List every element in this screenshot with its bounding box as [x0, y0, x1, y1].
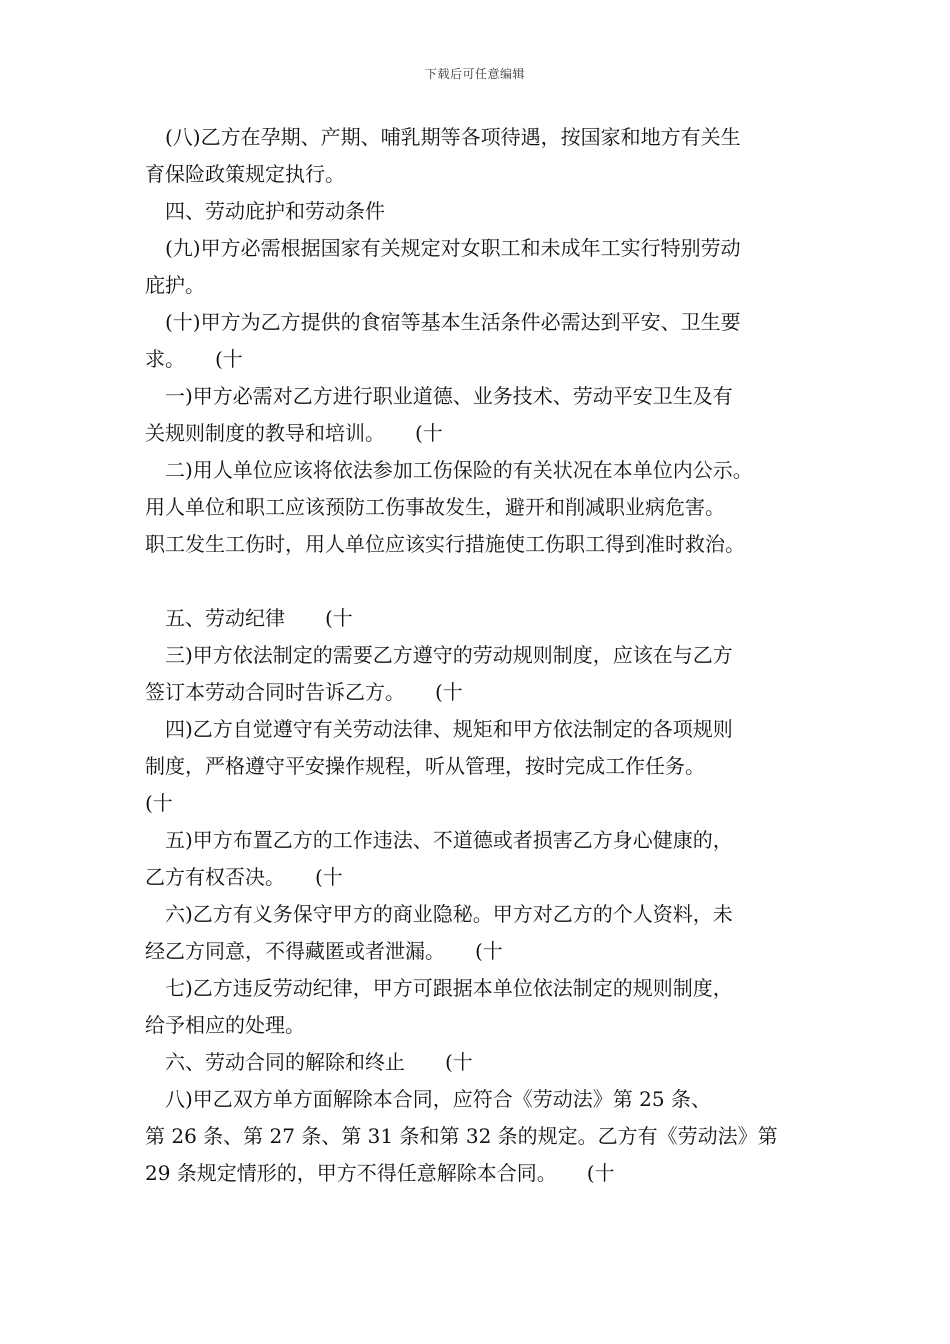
- paragraph-line: 庇护。: [145, 273, 205, 297]
- paragraph-line: 给予相应的处理。: [145, 1013, 305, 1037]
- paragraph-line: 第 26 条、第 27 条、第 31 条和第 32 条的规定。乙方有《劳动法》第: [145, 1124, 778, 1148]
- paragraph-line: (八)乙方在孕期、产期、哺乳期等各项待遇，按国家和地方有关生: [165, 125, 741, 149]
- paragraph-line: 求。 (十: [145, 347, 243, 371]
- paragraph-line: 29 条规定情形的，甲方不得任意解除本合同。 (十: [145, 1161, 615, 1185]
- section-heading: 四、劳动庇护和劳动条件: [165, 199, 385, 223]
- paragraph-line: 育保险政策规定执行。: [145, 162, 345, 186]
- paragraph-line: 二)用人单位应该将依法参加工伤保险的有关状况在本单位内公示。: [165, 458, 753, 482]
- section-heading: 五、劳动纪律 (十: [165, 606, 353, 630]
- paragraph-line: 三)甲方依法制定的需要乙方遵守的劳动规则制度，应该在与乙方: [165, 643, 733, 667]
- paragraph-line: 乙方有权否决。 (十: [145, 865, 343, 889]
- paragraph-line: 六)乙方有义务保守甲方的商业隐秘。甲方对乙方的个人资料，未: [165, 902, 733, 926]
- paragraph-line: 关规则制度的教导和培训。 (十: [145, 421, 443, 445]
- paragraph-line: 制度，严格遵守平安操作规程，听从管理，按时完成工作任务。: [145, 754, 705, 778]
- paragraph-line: 七)乙方违反劳动纪律，甲方可跟据本单位依法制定的规则制度，: [165, 976, 733, 1000]
- paragraph-line: 经乙方同意，不得藏匿或者泄漏。 (十: [145, 939, 503, 963]
- section-heading: 六、劳动合同的解除和终止 (十: [165, 1050, 473, 1074]
- paragraph-line: 五)甲方布置乙方的工作违法、不道德或者损害乙方身心健康的，: [165, 828, 733, 852]
- paragraph-line: (十)甲方为乙方提供的食宿等基本生活条件必需达到平安、卫生要: [165, 310, 741, 334]
- paragraph-line: 四)乙方自觉遵守有关劳动法律、规矩和甲方依法制定的各项规则: [165, 717, 733, 741]
- paragraph-line: 职工发生工伤时，用人单位应该实行措施使工伤职工得到准时救治。: [145, 532, 745, 556]
- paragraph-line: 签订本劳动合同时告诉乙方。 (十: [145, 680, 463, 704]
- paragraph-line: (九)甲方必需根据国家有关规定对女职工和未成年工实行特别劳动: [165, 236, 741, 260]
- paragraph-line: 一)甲方必需对乙方进行职业道德、业务技术、劳动平安卫生及有: [165, 384, 733, 408]
- paragraph-line: 八)甲乙双方单方面解除本合同，应符合《劳动法》第 25 条、: [165, 1087, 711, 1111]
- page-header: 下载后可任意编辑: [424, 67, 525, 81]
- paragraph-line: 用人单位和职工应该预防工伤事故发生，避开和削减职业病危害。: [145, 495, 725, 519]
- paragraph-line: (十: [145, 791, 173, 815]
